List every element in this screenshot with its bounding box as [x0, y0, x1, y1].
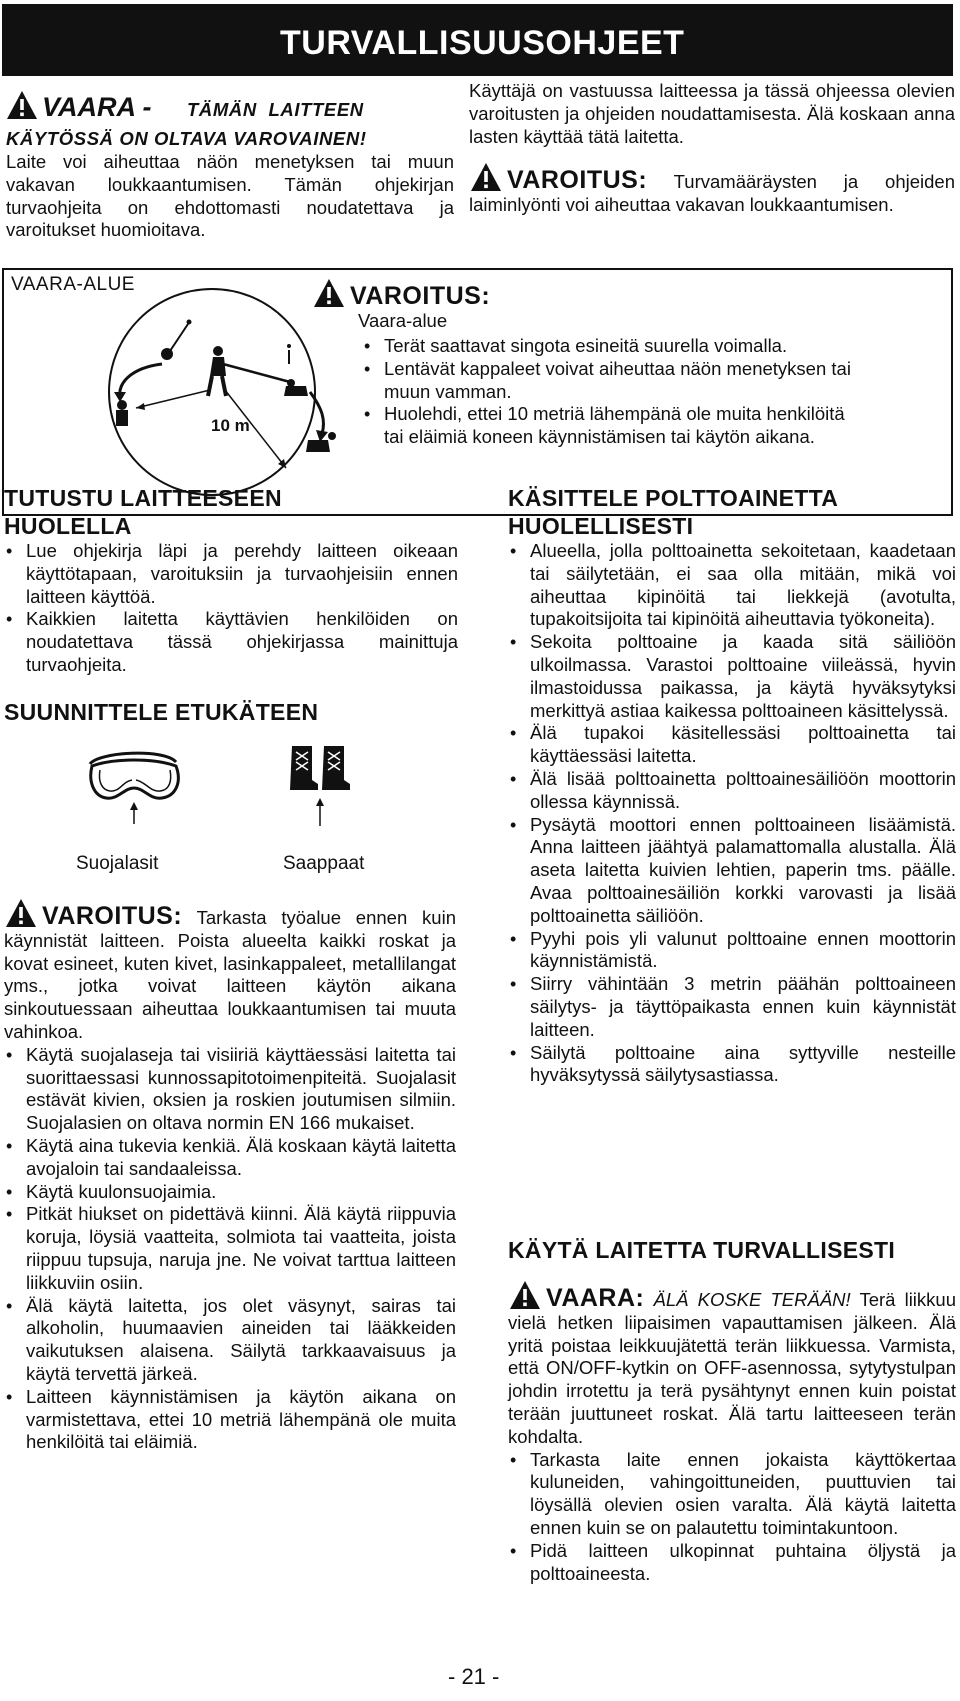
intro-danger: [6, 90, 454, 242]
list-item: • Säilytä polttoaine aina syttyville nesteille hyväksytyssä säilytysastiassa.: [508, 1042, 956, 1088]
safe-use-danger: [508, 1280, 956, 1449]
list-item: • Lentävät kappaleet voivat aiheuttaa näön menetyksen tai muun vamman.: [362, 358, 860, 404]
list-item: • Pidä laitteen ulkopinnat puhtaina öljystä ja polttoaineesta.: [508, 1540, 956, 1586]
goggles-icon: [84, 744, 184, 832]
intro-right: [469, 80, 955, 217]
list-item: • Älä käytä laitetta, jos olet väsynyt, sairas tai alkoholin, huumaavien aineiden tai lääkkeiden vaikutuksen alaisena. Säilytä tarkkaavaisuus ja käytä tervettä järkeä.: [4, 1295, 456, 1386]
danger-body: Laite voi aiheuttaa näön menetyksen tai muun vakavan loukkaantumisen. Tämän ohjekirjan turvaohjeita on ehdottomasti noudatettava ja varoitukset huomioitava.: [6, 151, 454, 241]
plan-heading: SUUNNITTELE ETUKÄTEEN: [4, 699, 319, 725]
zone-warning-word: VAROITUS:: [350, 282, 491, 310]
list-item: • Sekoita polttoaine ja kaada sitä säiliöön ulkoilmassa. Varastoi polttoaine viileässä, hyvin ilmastoidussa paikassa, ja käytä hyväksytyksi merkittyä astiaa kaikessa polttoaineen käsittelyssä.: [508, 631, 956, 722]
page-title: TURVALLISUUSOHJEET: [280, 24, 685, 62]
plan-list: [4, 1044, 456, 1454]
fuel-list: [508, 540, 956, 1087]
list-item: • Laitteen käynnistämisen ja käytön aikana on varmistettava, ettei 10 metriä lähempänä ole muita henkilöitä tai eläimiä.: [4, 1386, 456, 1454]
list-item: • Käytä aina tukevia kenkiä. Älä koskaan käytä laitetta avojaloin tai sandaaleissa.: [4, 1135, 456, 1181]
list-item: • Alueella, jolla polttoainetta sekoitetaan, kaadetaan tai säilytetään, ei saa olla mitään, mikä voi aiheuttaa kipinöitä tai liekkejä (avotulta, tupakoitsijoita tai kipinöitä aiheuttavia työkoneita).: [508, 540, 956, 631]
safe-use-section: [508, 1280, 956, 1585]
danger-word: VAARA: [42, 92, 135, 122]
list-item: • Pysäytä moottori ennen polttoaineen lisäämistä. Anna laitteen jäähtyä palamattomalla alustalla. Älä aseta laitetta kuivien lehtien, paperin tms. päälle. Avaa polttoainesäiliön korkki varovasti ja lisää polttoainetta säiliöön.: [508, 814, 956, 928]
fuel-heading: KÄSITTELE POLTTOAINETTA HUOLELLISESTI: [508, 485, 838, 539]
page-number: - 21 -: [448, 1664, 500, 1689]
list-item: • Lue ohjekirja läpi ja perehdy laitteen oikeaan käyttötapaan, varoituksiin ja turvaohjeisiin ennen laitteen käyttöä.: [4, 540, 458, 608]
zone-list: [362, 335, 860, 449]
safe-use-heading: KÄYTÄ LAITETTA TURVALLISESTI: [508, 1237, 896, 1263]
danger-word: VAARA:: [546, 1284, 645, 1312]
plan-warning: [4, 898, 456, 1044]
danger-dash: -: [135, 92, 159, 122]
safe-use-list: [508, 1449, 956, 1586]
plan-section: [4, 898, 456, 1454]
list-item: • Huolehdi, ettei 10 metriä lähempänä ole muita henkilöitä tai eläimiä koneen käynnistämisen tai käytön aikana.: [362, 403, 860, 449]
know-section: [4, 484, 458, 677]
warning-triangle-icon: [508, 1280, 542, 1310]
responsibility-text: Käyttäjä on vastuussa laitteessa ja tässä ohjeessa olevien varoitusten ja ohjeiden noudattamisesta. Älä koskaan anna lasten käyttää tätä laitetta.: [469, 80, 955, 147]
boots-label: Saappaat: [283, 853, 365, 874]
zone-label: VAARA-ALUE: [11, 274, 135, 295]
fuel-section: [508, 484, 956, 1087]
intro-warning: [469, 162, 955, 217]
list-item: • Siirry vähintään 3 metrin päähän polttoaineen säilytys- ja täyttöpaikasta ennen kuin käynnistät laitteen.: [508, 973, 956, 1041]
warning-triangle-icon: [312, 278, 346, 308]
warning-triangle-icon: [4, 898, 38, 928]
list-item: • Terät saattavat singota esineitä suurella voimalla.: [362, 335, 860, 358]
list-item: • Käytä kuulonsuojaimia.: [4, 1181, 456, 1204]
list-item: • Tarkasta laite ennen jokaista käyttökertaa kuluneiden, vahingoittuneiden, puuttuvien tai löysällä olevien osien varalta. Älä käytä laitetta ennen kuin se on palautettu toimintakuntoon.: [508, 1449, 956, 1540]
know-list: [4, 540, 458, 677]
boots-icon: [286, 742, 356, 834]
warning-triangle-icon: [469, 162, 503, 192]
list-item: • Pyyhi pois yli valunut polttoaine ennen moottorin käynnistämistä.: [508, 928, 956, 974]
danger-italic: ÄLÄ KOSKE TERÄÄN!: [644, 1289, 851, 1310]
list-item: • Pitkät hiukset on pidettävä kiinni. Älä käytä riippuvia koruja, löysiä vaatteita, solmiota tai vaatteita, joista riippuu tupsuja, naruja jne. Ne voivat tarttua laitteen liikkuviin osiin.: [4, 1203, 456, 1294]
warning-text: Turvamääräysten ja ohjeiden laiminlyönti voi aiheuttaa vakavan loukkaantumisen.: [469, 171, 955, 216]
list-item: • Älä lisää polttoainetta polttoainesäiliöön moottorin ollessa käynnissä.: [508, 768, 956, 814]
danger-title: TÄMÄN LAITTEEN: [187, 99, 364, 120]
warning-text: Tarkasta työalue ennen kuin käynnistät laitteen. Poista alueelta kaikki roskat ja kovat esineet, kuten kivet, lasinkappaleet, metallilangat yms., jotka voivat laitteen käytön aikana sinkoutuessaan aiheuttaa loukkaantumisen tai muuta vahinkoa.: [4, 907, 456, 1042]
warning-word: VAROITUS:: [507, 166, 648, 195]
danger-title-line2: KÄYTÖSSÄ ON OLTAVA VAROVAINEN!: [6, 128, 367, 149]
know-heading: TUTUSTU LAITTEESEEN HUOLELLA: [4, 485, 282, 539]
list-item: • Älä tupakoi käsitellessäsi polttoainetta tai käyttäessäsi laitetta.: [508, 722, 956, 768]
zone-distance: 10 m: [211, 416, 250, 435]
danger-text: Terä liikkuu vielä hetken liipaisimen vapauttamisen jälkeen. Älä yritä poistaa leikkuujätettä terän liikkuessa. Varmista, että ON/OFF-kytkin on OFF-asennossa, sytytystulpan johdin irrotettu ja terä pysähtynyt ennen kuin poistat terään juuttuneet roskat. Älä tartu laitteeseen terän kohdalta.: [508, 1289, 956, 1447]
zone-subtitle: Vaara-alue: [358, 310, 448, 331]
page-title-bar: [2, 4, 953, 76]
goggles-label: Suojalasit: [76, 853, 159, 874]
list-item: • Kaikkien laitetta käyttävien henkilöiden on noudatettava tässä ohjekirjassa mainittuja turvaohjeita.: [4, 608, 458, 676]
warning-triangle-icon: [6, 90, 38, 120]
operator-figure: [208, 346, 295, 396]
warning-word: VAROITUS:: [42, 902, 183, 930]
list-item: • Käytä suojalaseja tai visiiriä käyttäessäsi laitetta tai suorittaessasi kunnossapitotoimenpiteitä. Suojalasit estävät kivien, oksien ja roskien joutumisen silmiin. Suojalasien on oltava normin EN 166 mukaiset.: [4, 1044, 456, 1135]
